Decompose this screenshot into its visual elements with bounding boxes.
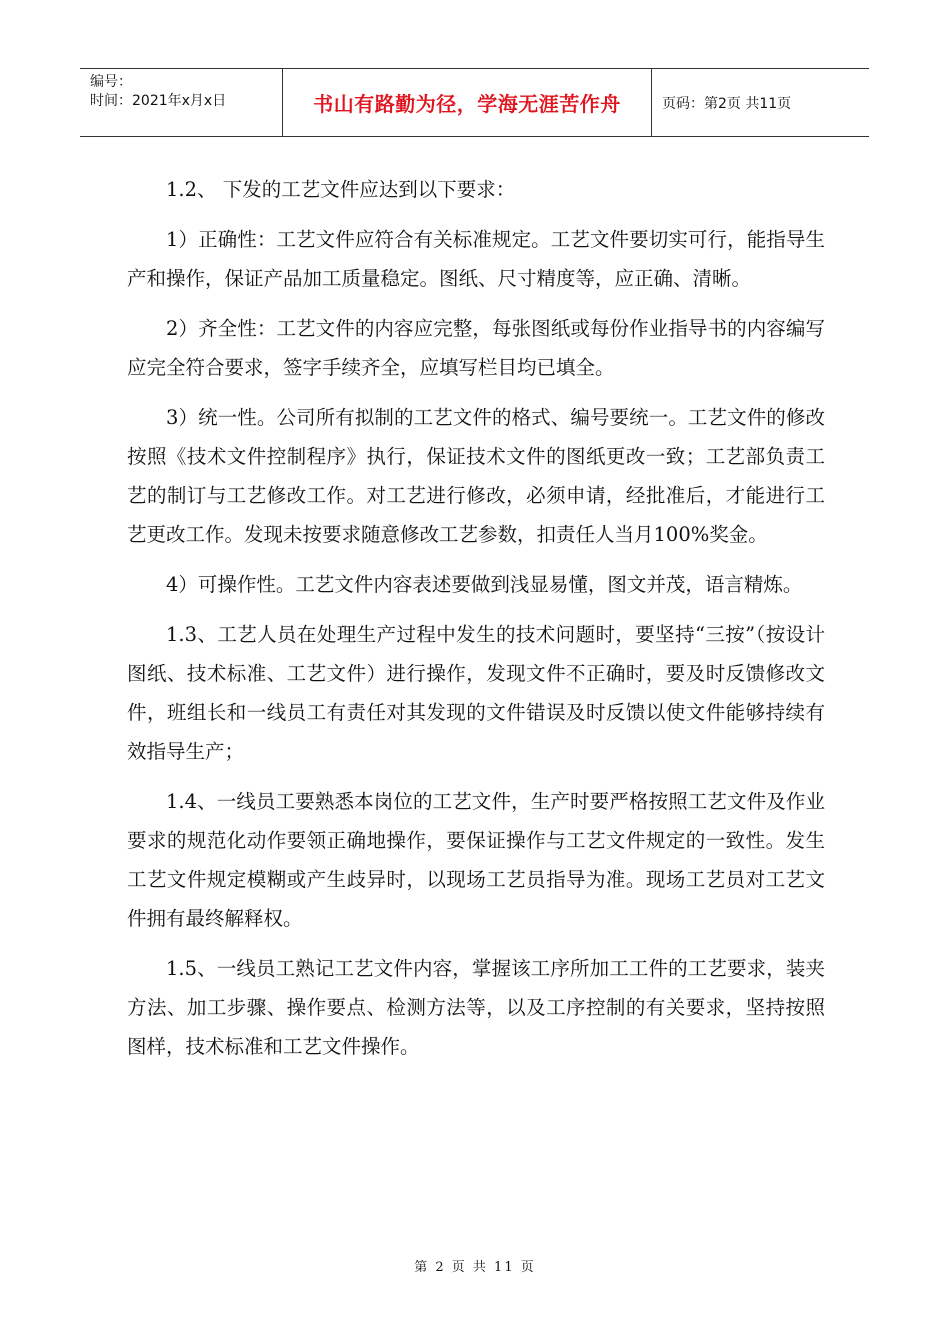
paragraph-completeness: 2）齐全性：工艺文件的内容应完整，每张图纸或每份作业指导书的内容编写应完全符合要求，签字手续齐全，应填写栏目均已填全。 bbox=[127, 317, 825, 379]
document-date: 时间：2021年x月x日 bbox=[90, 93, 227, 109]
header-motto-cell bbox=[283, 69, 652, 136]
paragraph-1-3: 1.3、工艺人员在处理生产过程中发生的技术问题时，要坚持“三按”（按设计图纸、技术标准、工艺文件）进行操作，发现文件不正确时，要及时反馈修改文件，班组长和一线员工有责任对其发现的文件错误及时反馈以使文件能够持续有效指导生产； bbox=[127, 623, 825, 763]
page-footer: 第 2 页 共 11 页 bbox=[414, 1260, 536, 1275]
document-number: 编号： bbox=[90, 74, 132, 90]
paragraph-1-4: 1.4、一线员工要熟悉本岗位的工艺文件，生产时要严格按照工艺文件及作业要求的规范化动作要领正确地操作，要保证操作与工艺文件规定的一致性。发生工艺文件规定模糊或产生歧异时，以现场工艺员指导为准。现场工艺员对工艺文件拥有最终解释权。 bbox=[127, 790, 825, 930]
page-header bbox=[80, 68, 869, 137]
paragraph-uniformity: 3）统一性。公司所有拟制的工艺文件的格式、编号要统一。工艺文件的修改按照《技术文件控制程序》执行，保证技术文件的图纸更改一致；工艺部负责工艺的制订与工艺修改工作。对工艺进行修改，必须申请，经批准后，才能进行工艺更改工作。发现未按要求随意修改工艺参数，扣责任人当月100%奖金。 bbox=[127, 406, 825, 546]
paragraph-operability: 4）可操作性。工艺文件内容表述要做到浅显易懂，图文并茂，语言精炼。 bbox=[166, 573, 803, 596]
header-page-cell bbox=[652, 69, 869, 136]
paragraph-1-2: 1.2、 下发的工艺文件应达到以下要求： bbox=[166, 178, 516, 201]
paragraph-1-5: 1.5、一线员工熟记工艺文件内容，掌握该工序所加工工件的工艺要求，装夹方法、加工步骤、操作要点、检测方法等，以及工序控制的有关要求，坚持按照图样，技术标准和工艺文件操作。 bbox=[127, 957, 825, 1058]
header-meta bbox=[80, 69, 283, 136]
document-body bbox=[127, 170, 825, 1077]
paragraph-correctness: 1）正确性：工艺文件应符合有关标准规定。工艺文件要切实可行，能指导生产和操作，保证产品加工质量稳定。图纸、尺寸精度等，应正确、清晰。 bbox=[127, 228, 825, 290]
header-page-info: 页码：第2页 共11页 bbox=[662, 95, 792, 112]
header-motto: 书山有路勤为径，学海无涯苦作舟 bbox=[313, 92, 621, 116]
